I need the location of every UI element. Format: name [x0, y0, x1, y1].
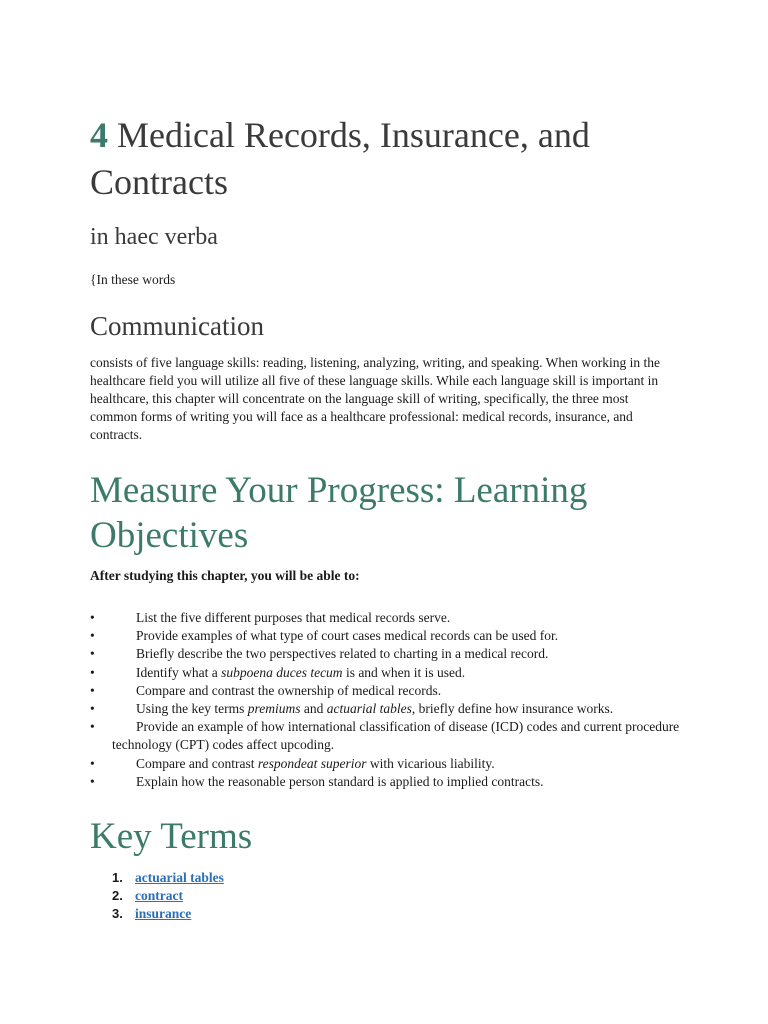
italic-term: respondeat superior [257, 755, 367, 771]
key-term-link-actuarial-tables[interactable]: actuarial tables [135, 870, 224, 885]
key-term-link-insurance[interactable]: insurance [135, 906, 192, 921]
bullet-icon: • [90, 610, 95, 625]
objective-text: Provide examples of what type of court cases medical records can be used for. [136, 628, 559, 644]
objectives-intro: After studying this chapter, you will be able to: [90, 568, 360, 583]
chapter-title-text: Medical Records, Insurance, and Contracts [90, 115, 590, 202]
bullet-icon: • [90, 664, 95, 680]
bullet-icon: • [90, 701, 95, 717]
objective-item [90, 700, 690, 718]
key-terms-heading: Key Terms [90, 816, 253, 857]
objective-item [90, 682, 690, 700]
objective-text: Briefly describe the two perspectives related to charting in a medical record. [136, 646, 549, 662]
learning-objectives-heading: Measure Your Progress: Learning Objectives [90, 470, 588, 556]
italic-term: subpoena duces tecum [221, 664, 343, 680]
objective-item [90, 664, 690, 682]
objective-item [90, 609, 690, 627]
objectives-list [90, 609, 690, 791]
key-term-link-contract[interactable]: contract [135, 888, 183, 903]
bullet-icon: • [90, 646, 95, 662]
objective-text: Explain how the reasonable person standard is applied to implied contracts. [136, 773, 544, 789]
key-term-item [90, 869, 224, 887]
italic-term: actuarial tables [326, 701, 412, 717]
bullet-icon: • [90, 628, 95, 644]
key-term-number: 2. [112, 888, 123, 903]
objective-item [90, 718, 690, 754]
objective-text: Identify what a subpoena duces tecum is and when it is used. [136, 664, 466, 680]
objective-text: Using the key terms premiums and actuarial tables, briefly define how insurance works. [136, 701, 614, 717]
objective-item [90, 773, 690, 791]
key-terms-list [90, 869, 224, 923]
objective-item [90, 755, 690, 773]
bullet-icon: • [90, 682, 95, 698]
objective-item [90, 645, 690, 663]
chapter-title [90, 112, 690, 206]
chapter-number: 4 [90, 115, 108, 155]
key-term-number: 1. [112, 870, 123, 885]
objective-item [90, 627, 690, 645]
communication-paragraph: consists of five language skills: reading, listening, analyzing, writing, and speaking. When working in the healthcare field you will utilize all five of these language skills. While each language skill is important in healthcare, this chapter will concentrate on the language skill of writing, specifically, the three most common forms of writing you will face as a healthcare professional: medical records, insurance, and contracts. [90, 355, 661, 442]
objective-text: List the five different purposes that medical records serve. [136, 610, 451, 625]
bullet-icon: • [90, 773, 95, 789]
key-term-number: 3. [112, 906, 123, 921]
bullet-icon: • [90, 755, 95, 771]
key-term-item [90, 905, 224, 923]
objective-text: Provide an example of how international classification of disease (ICD) codes and current procedure technology (CPT) codes affect upcoding. [112, 719, 680, 753]
communication-heading: Communication [90, 311, 264, 341]
objective-text: Compare and contrast the ownership of medical records. [136, 682, 442, 698]
italic-term: premiums [247, 701, 301, 717]
bullet-icon: • [90, 719, 95, 735]
objective-text: Compare and contrast respondeat superior with vicarious liability. [136, 755, 495, 771]
phrase-translation: {In these words [90, 272, 176, 287]
latin-phrase: in haec verba [90, 224, 218, 250]
key-term-item [90, 887, 224, 905]
